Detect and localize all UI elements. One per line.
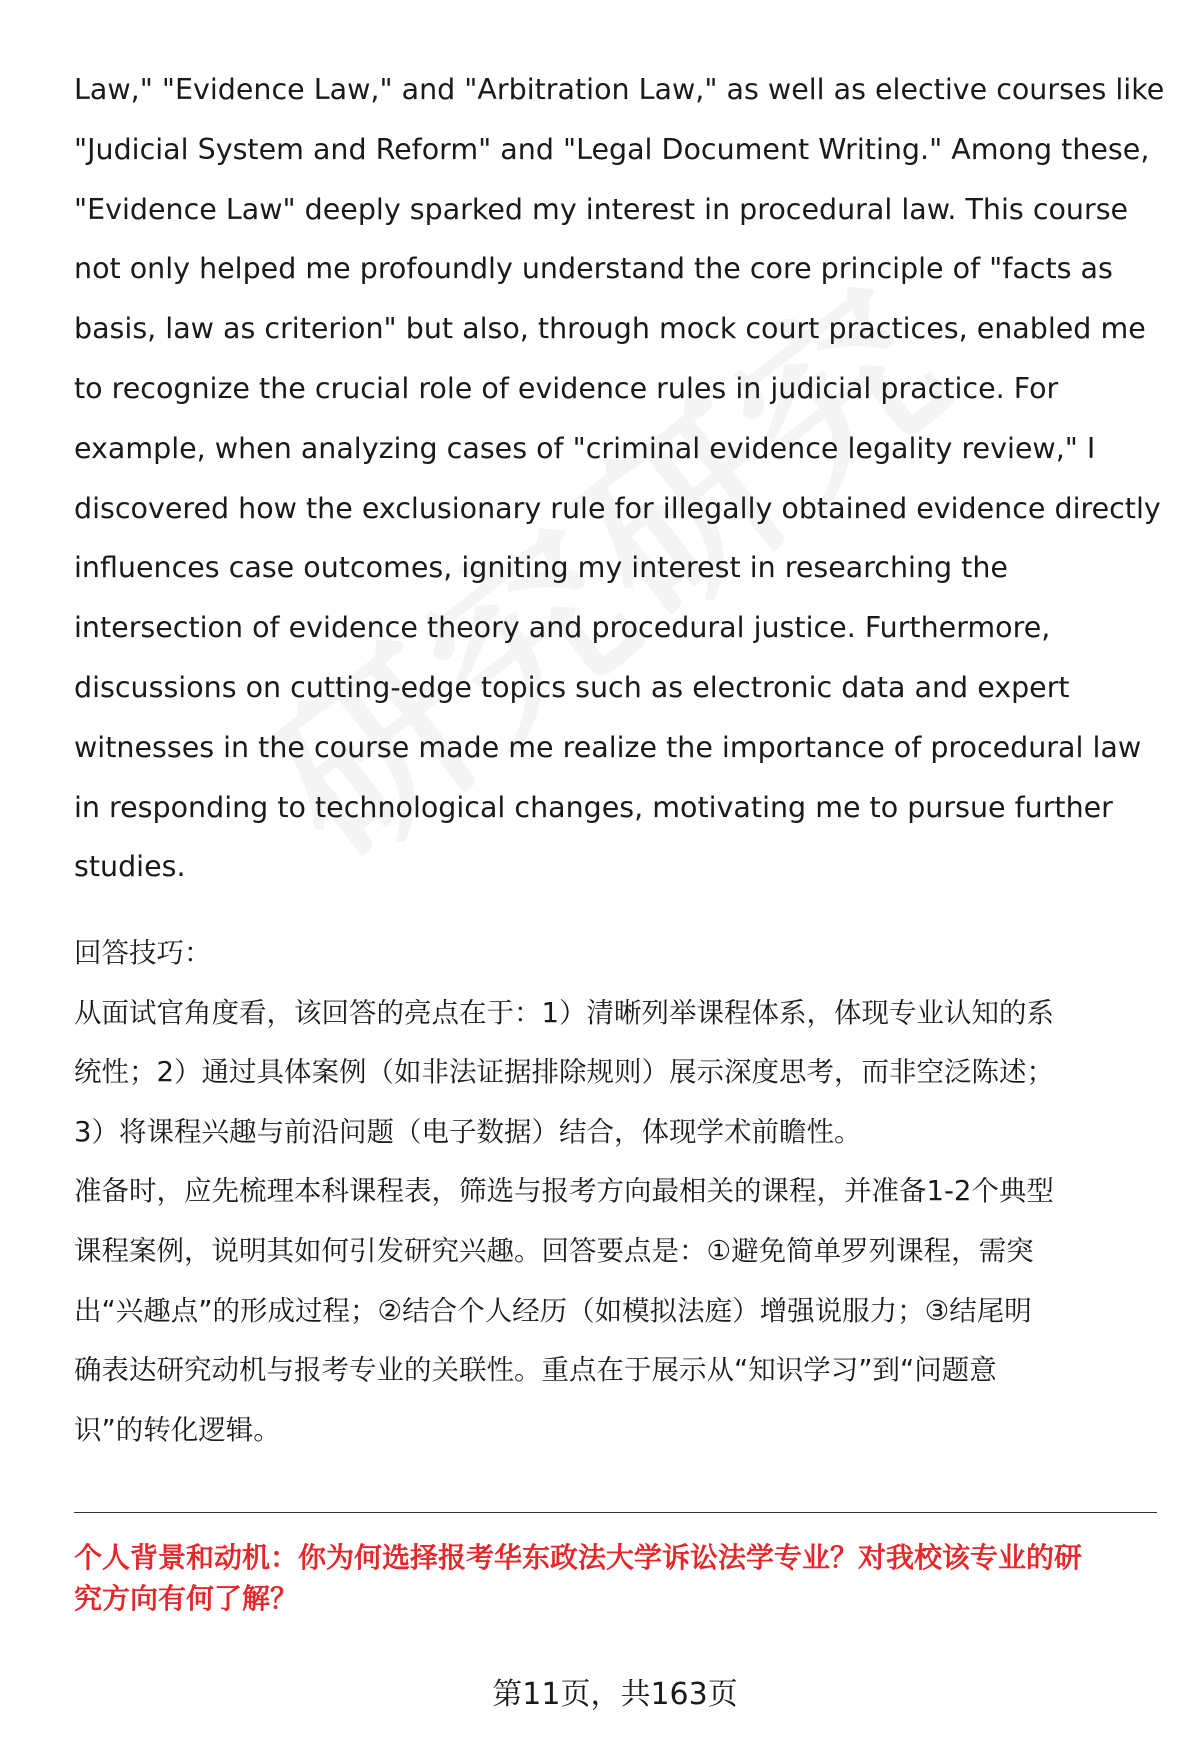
- paragraph-line: discovered how the exclusionary rule for illegally obtained evidence directly: [74, 491, 1161, 525]
- question-line: 个人背景和动机：你为何选择报考华东政法大学诉讼法学专业？对我校该专业的研: [74, 1541, 1083, 1574]
- paragraph-line: not only helped me profoundly understand the core principle of "facts as: [74, 252, 1113, 286]
- paragraph-line: example, when analyzing cases of "criminal evidence legality review," I: [74, 431, 1096, 465]
- tips-line: 统性；2）通过具体案例（如非法证据排除规则）展示深度思考，而非空泛陈述；: [74, 1056, 1054, 1089]
- paragraph-line: to recognize the crucial role of evidence rules in judicial practice. For: [74, 371, 1059, 405]
- paragraph-line: in responding to technological changes, motivating me to pursue further: [74, 790, 1113, 824]
- tips-line: 确表达研究动机与报考专业的关联性。重点在于展示从“知识学习”到“问题意: [74, 1354, 997, 1387]
- paragraph-line: intersection of evidence theory and procedural justice. Furthermore,: [74, 611, 1051, 645]
- english-answer-paragraph: [74, 60, 1164, 897]
- paragraph-line: influences case outcomes, igniting my interest in researching the: [74, 551, 1008, 585]
- section-divider: [74, 1512, 1157, 1513]
- paragraph-line: Law," "Evidence Law," and "Arbitration Law," as well as elective courses like: [74, 73, 1165, 106]
- paragraph-line: studies.: [74, 850, 186, 884]
- paragraph-line: discussions on cutting-edge topics such as electronic data and expert: [74, 670, 1070, 704]
- tips-heading: 回答技巧：: [74, 937, 212, 969]
- tips-line: 从面试官角度看，该回答的亮点在于：1）清晰列举课程体系，体现专业认知的系: [74, 996, 1054, 1029]
- tips-line: 准备时，应先梳理本科课程表，筛选与报考方向最相关的课程，并准备1-2个典型: [74, 1175, 1054, 1208]
- tips-line: 识”的转化逻辑。: [74, 1413, 281, 1446]
- paragraph-line: "Evidence Law" deeply sparked my interest in procedural law. This course: [74, 192, 1129, 226]
- tips-line: 3）将课程兴趣与前沿问题（电子数据）结合，体现学术前瞻性。: [74, 1115, 862, 1148]
- next-question-heading: [74, 1537, 1159, 1619]
- tips-line: 出“兴趣点”的形成过程；②结合个人经历（如模拟法庭）增强说服力；③结尾明: [74, 1294, 1032, 1327]
- question-line: 究方向有何了解？: [74, 1582, 299, 1615]
- page-number: 第11页，共163页: [492, 1677, 738, 1712]
- paragraph-line: witnesses in the course made me realize the importance of procedural law: [74, 730, 1142, 764]
- paragraph-line: basis, law as criterion" but also, through mock court practices, enabled me: [74, 312, 1146, 346]
- tips-line: 课程案例，说明其如何引发研究兴趣。回答要点是：①避免简单罗列课程，需突: [74, 1234, 1034, 1267]
- answer-tips-section: [74, 924, 1159, 1460]
- paragraph-line: "Judicial System and Reform" and "Legal Document Writing." Among these,: [74, 132, 1150, 166]
